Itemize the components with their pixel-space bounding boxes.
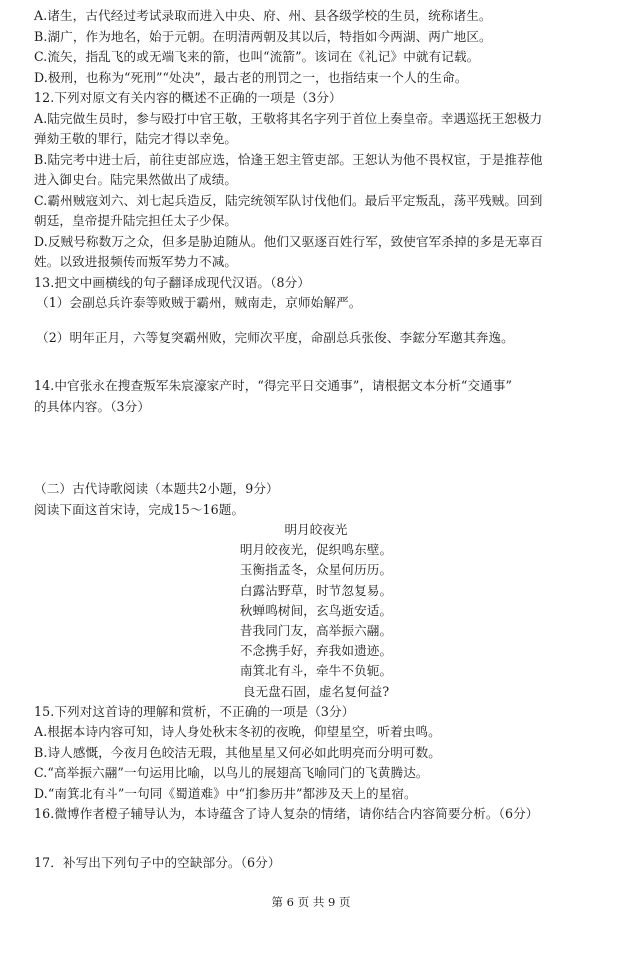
q11-option-c: C.流矢，指乱飞的或无端飞来的箭，也叫“流箭”。该词在《礼记》中就有记载。 (34, 49, 480, 64)
q12-line: B.陆完考中进士后，前往吏部应选，恰逢王恕主管吏部。王恕认为他不畏权宦，于是推荐他 (34, 151, 543, 167)
q12-line: A.陆完做生员时，参与殴打中官王敬，王敬将其名字列于首位上奏皇帝。幸遇巡抚王恕极力 (34, 110, 543, 126)
poem-line: 不念携手好，弃我如遗迹。 (239, 643, 393, 659)
poem-title: 明月皎夜光 (284, 522, 348, 537)
poem-line: 秋蝉鸣树间，玄鸟逝安适。 (239, 602, 393, 618)
question-13 (34, 273, 592, 349)
answer-space (34, 417, 592, 479)
q12-stem: 12.下列对原文有关内容的概述不正确的一项是（3分） (34, 90, 342, 105)
poem-line: 昔我同门友，高举振六翮。 (239, 623, 393, 639)
question-17: 17．补写出下列句子中的空缺部分。（6分） (34, 854, 281, 870)
q15-stem: 15.下列对这首诗的理解和赏析，不正确的一项是（3分） (34, 703, 355, 719)
q12-line: 弹劾王敬的罪行，陆完才得以幸免。 (34, 131, 238, 146)
poem-line: 良无盘石固，虚名复何益? (242, 683, 390, 699)
poem (34, 520, 592, 702)
section-heading: （二）古代诗歌阅读（本题共2小题，9分） (34, 481, 279, 496)
q12-line: 朝廷，皇帝提升陆完担任太子少保。 (34, 213, 238, 228)
answer-space (34, 314, 592, 328)
q14-line-2: 的具体内容。（3分） (34, 398, 151, 414)
question-16: 16.微博作者橙子辅导认为，本诗蕴含了诗人复杂的情绪，请你结合内容简要分析。（6分） (34, 806, 539, 822)
section-instruction: 阅读下面这首宋诗，完成15～16题。 (34, 501, 245, 517)
poem-line: 白露沾野草，时节忽复易。 (239, 582, 393, 598)
q12-line: 进入御史台。陆完果然做出了成绩。 (34, 172, 238, 187)
q13-item-1: （1）会副总兵许泰等败贼于霸州，贼南走，京师始解严。 (36, 295, 362, 310)
q11-option-d: D.极刑，也称为“死刑”“处决”，最古老的刑罚之一，也指结束一个人的生命。 (34, 69, 468, 85)
question-14 (34, 376, 592, 417)
q12-line: C.霸州贼寇刘六、刘七起兵造反，陆完统领军队讨伐他们。最后平定叛乱，荡平残贼。回到 (34, 192, 543, 208)
poem-line: 明月皎夜光，促织鸣东壁。 (239, 542, 393, 558)
page-footer: 第 6 页 共 9 页 (271, 895, 351, 909)
q15-option-b: B.诗人感慨，今夜月色皎洁无瑕，其他星星又何必如此明亮而分明可数。 (34, 744, 441, 760)
section-2 (34, 479, 592, 520)
answer-space (34, 348, 592, 376)
question-12 (34, 88, 592, 273)
q13-item-2: （2）明年正月，六等复突霸州败，完师次平度，命副总兵张俊、李鋐分军邀其奔逸。 (36, 329, 514, 345)
q15-option-d: D.“南箕北有斗”一句同《蜀道难》中“扪参历井”都涉及天上的星宿。 (34, 785, 417, 801)
poem-line: 玉衡指孟冬，众星何历历。 (239, 562, 393, 578)
q11-options (34, 6, 592, 88)
q12-line: D.反贼号称数万之众，但多是胁迫随从。他们又驱逐百姓行军，致使官军杀掉的多是无辜百 (34, 233, 543, 249)
answer-space (34, 825, 592, 853)
q15-option-a: A.根据本诗内容可知，诗人身处秋末冬初的夜晚，仰望星空，听着虫鸣。 (34, 724, 441, 740)
question-15 (34, 702, 592, 805)
q13-stem: 13.把文中画横线的句子翻译成现代汉语。（8分） (34, 274, 311, 290)
q12-line: 姓。以致进报频传而叛军势力不减。 (34, 254, 238, 269)
q14-line-1: 14.中官张永在搜查叛军朱宸濠家产时，“得完平日交通事”，请根据文本分析“交通事” (34, 378, 513, 393)
poem-line: 南箕北有斗，牵牛不负轭。 (239, 663, 393, 679)
q11-option-a: A.诸生，古代经过考试录取而进入中央、府、州、县各级学校的生员，统称诸生。 (34, 8, 492, 23)
q15-option-c: C.“高举振六翮”一句运用比喻，以鸟儿的展翅高飞喻同门的飞黄腾达。 (34, 765, 429, 781)
q11-option-b: B.湖广，作为地名，始于元朝。在明清两朝及其以后，特指如今两湖、两广地区。 (34, 28, 492, 44)
